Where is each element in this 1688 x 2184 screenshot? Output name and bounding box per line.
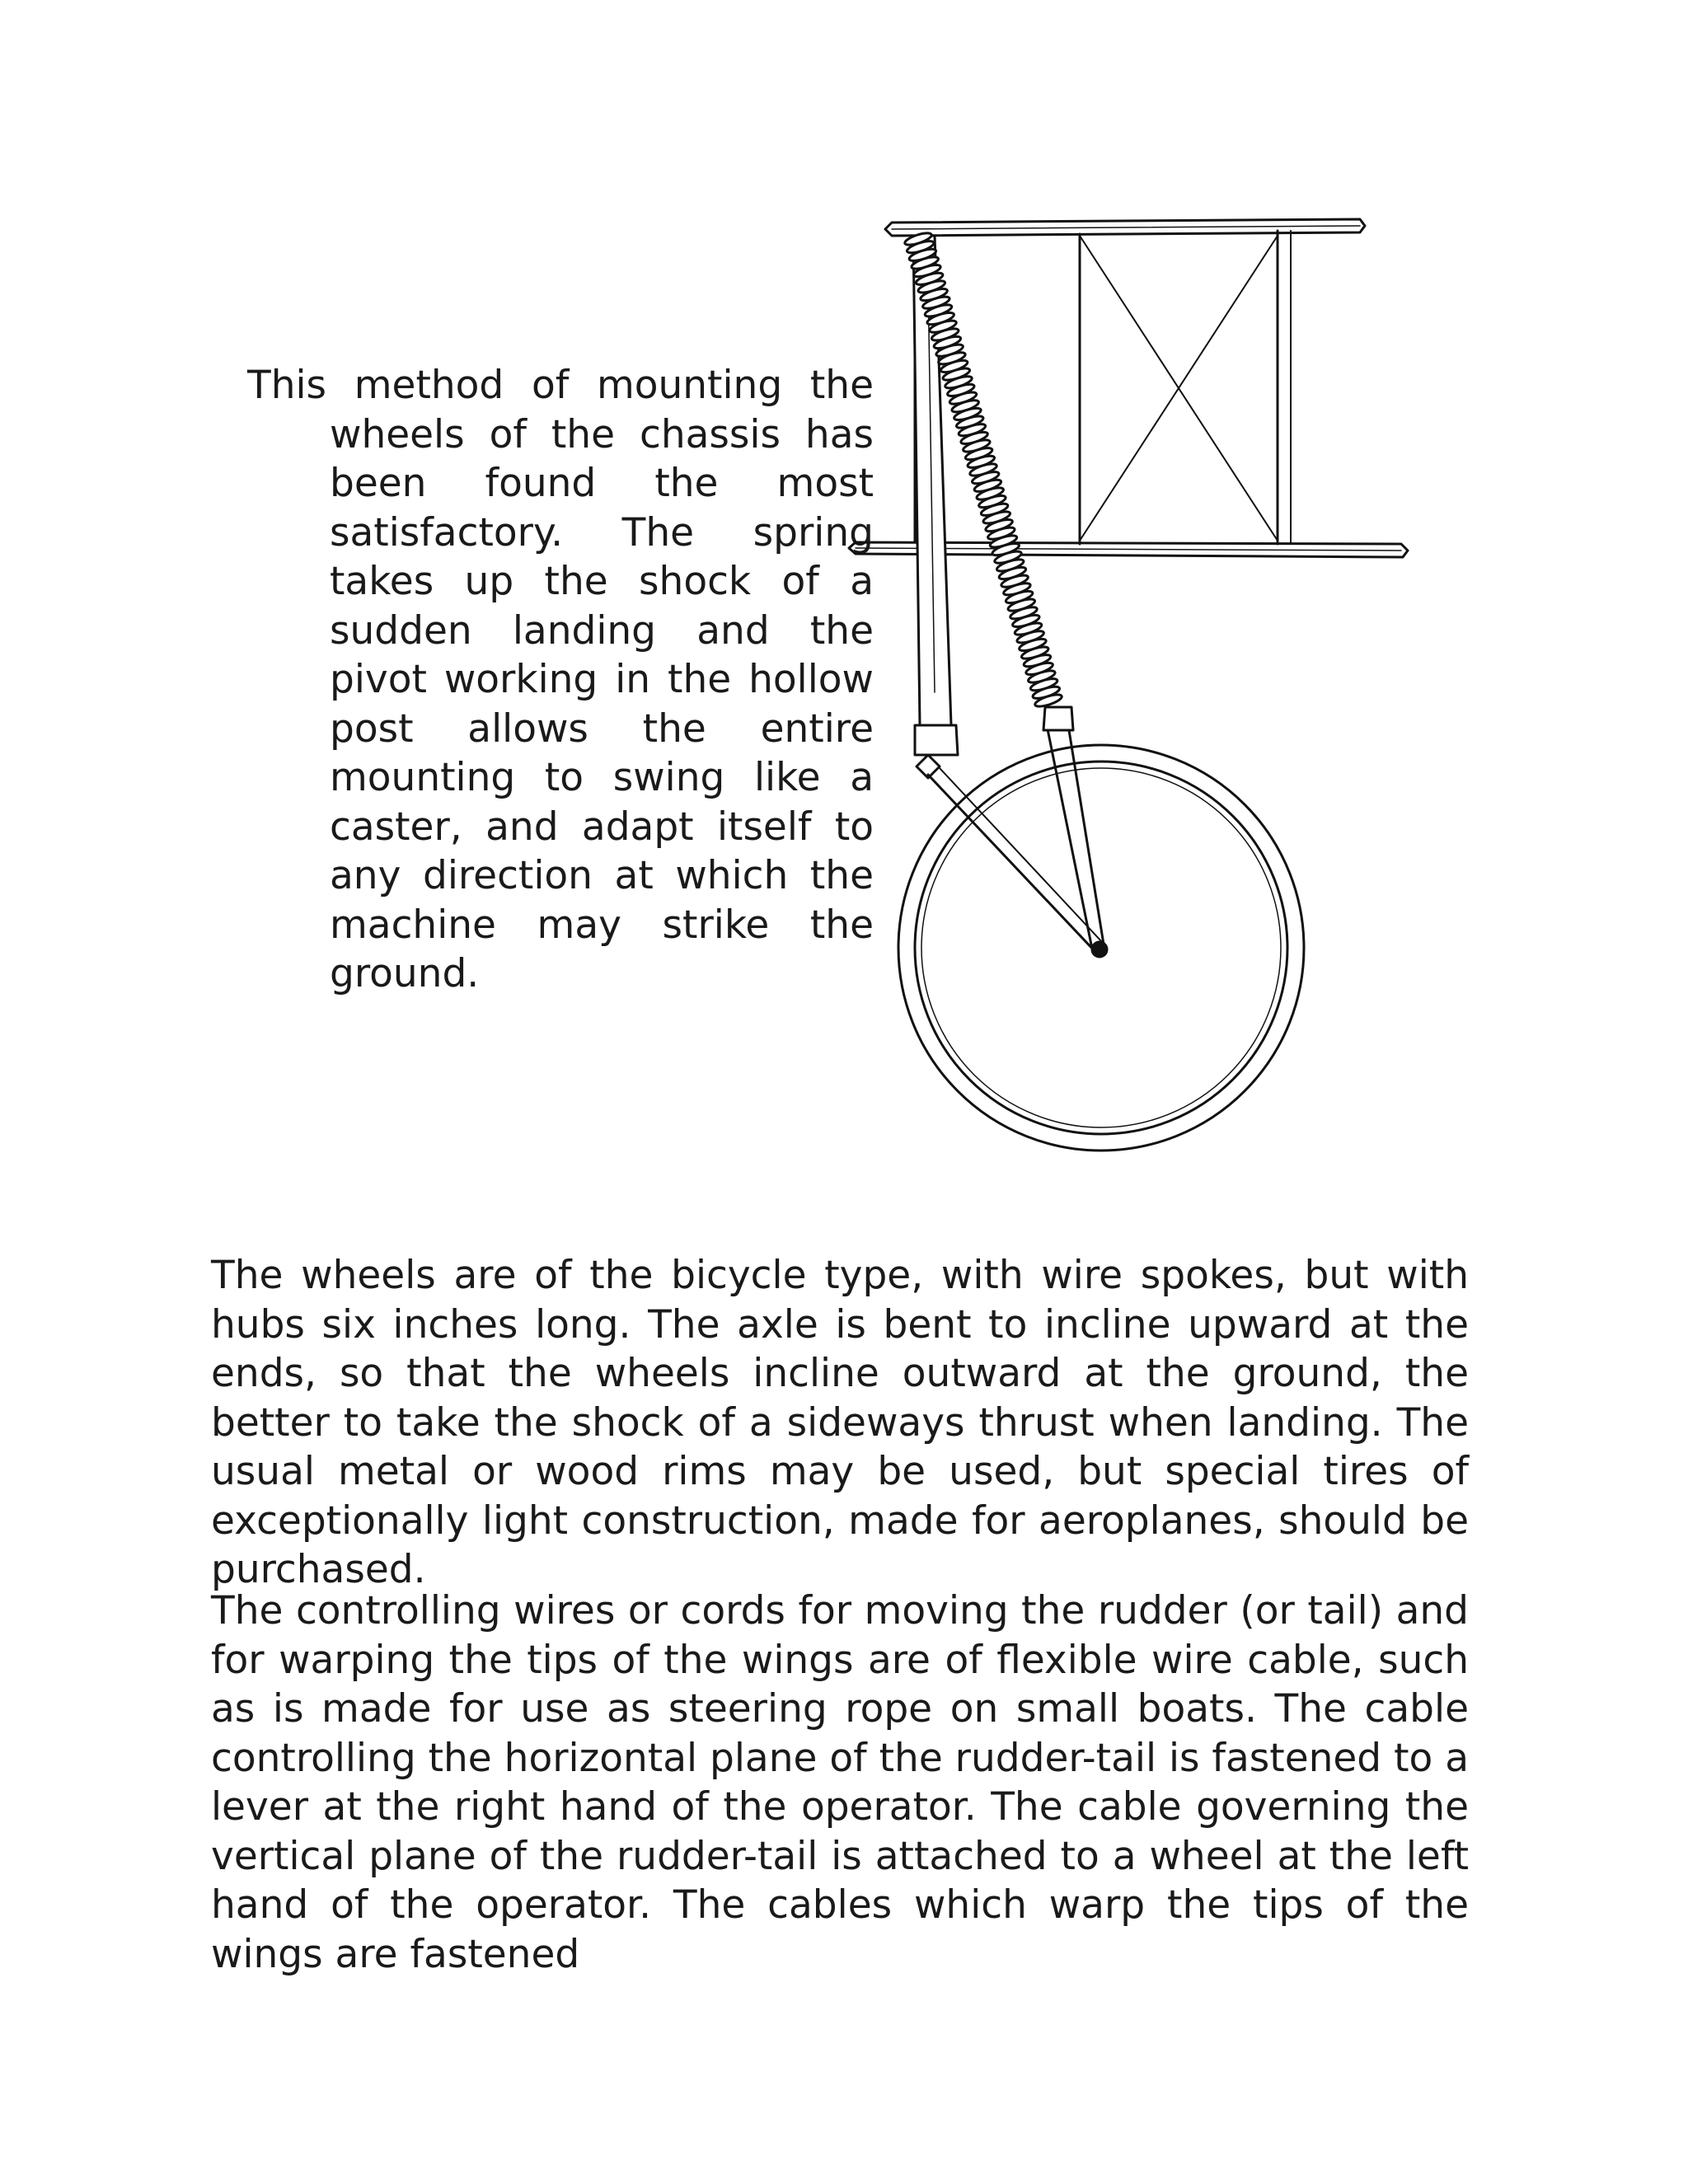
wheel-mounting-illustration — [832, 198, 1459, 1162]
upper-frame-beam — [885, 219, 1365, 236]
cross-bracing — [1080, 236, 1278, 541]
figure-caption: This method of mounting the wheels of the chassis has been found the most satisfactory. The spring takes up the shock of a sudden landing and the pivot working in the hollow post allows the entire mounting to swing like a caster, and adapt itself to any direction at which the machine may strike the ground. — [247, 363, 874, 996]
bicycle-wheel — [898, 745, 1304, 1151]
paragraph-controlling-wires: The controlling wires or cords for moving the rudder (or tail) and for warping the tips of the wings are of flexible wire cable, such as is made for use as steering rope on small boats. The cable controlling the horizontal plane of the rudder-tail is fastened to a lever at the right hand of the operator. The cable governing the vertical plane of the rudder-tail is attached to a wheel at the left hand of the operator. The cables which warp the tips of the wings are fastened — [211, 1588, 1470, 1977]
paragraph-wheels: The wheels are of the bicycle type, with wire spokes, but with hubs six inches long. The axle is bent to incline upward at the ends, so that the wheels incline outward at the ground, the better to take the shock of a sideways thrust when landing. The usual metal or wood rims may be used, but special tires of exceptionally light construction, made for aeroplanes, should be purchased. — [211, 1253, 1469, 1592]
